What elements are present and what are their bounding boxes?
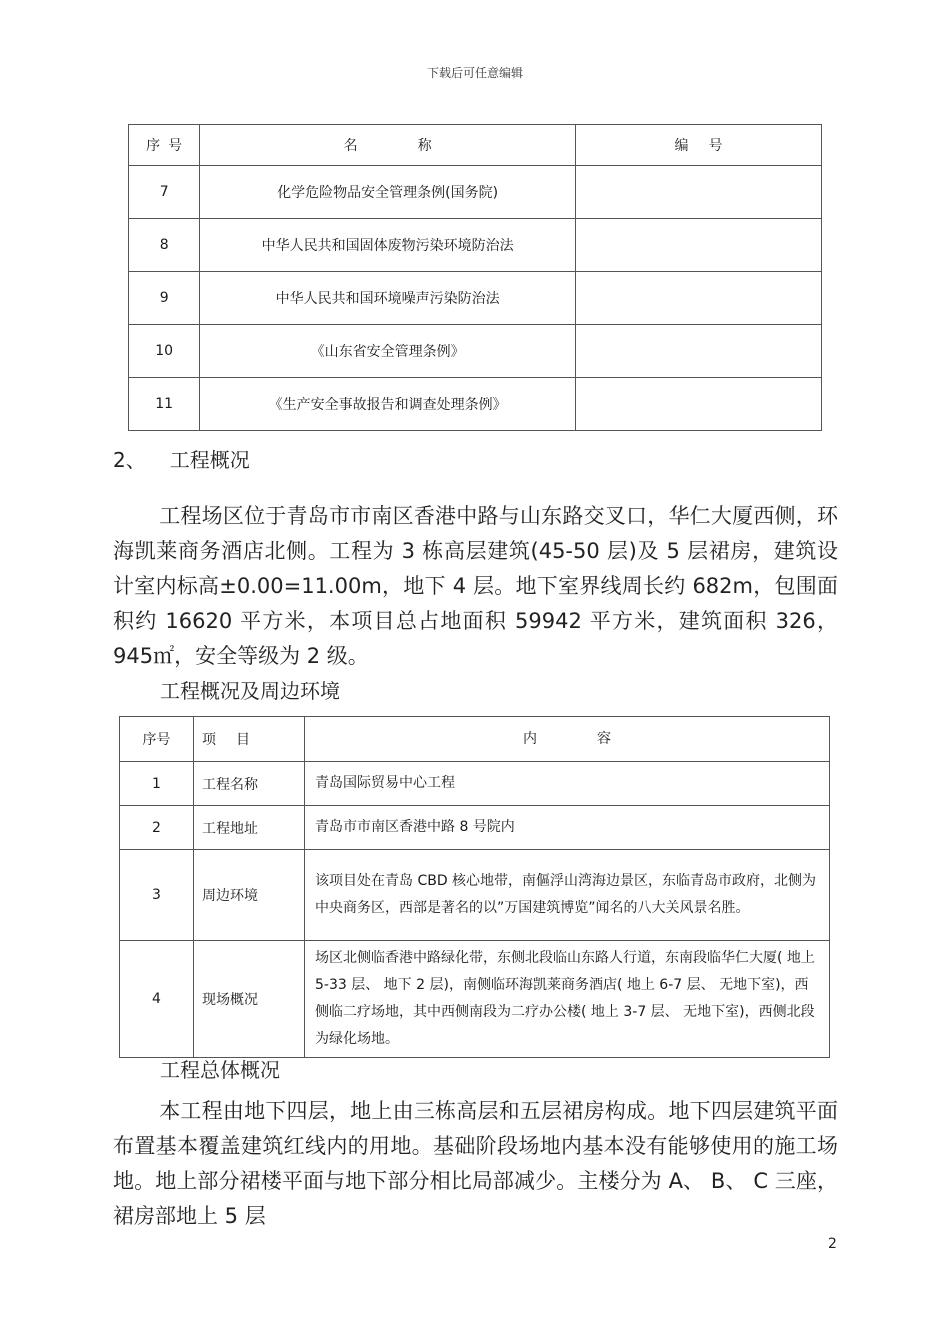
- page-number: 2: [828, 1236, 837, 1252]
- header-content: 内容: [305, 717, 830, 762]
- table-row: 3 周边环境 该项目处在青岛 CBD 核心地带，南傴浮山湾海边景区，东临青岛市政府，北侧为中央商务区，西部是著名的以”万国建筑博览”闻名的八大关风景名胜。: [120, 850, 830, 941]
- overview-table: [119, 716, 830, 1058]
- table-row: 11 《生产安全事故报告和调查处理条例》: [129, 378, 822, 431]
- table-row: 8 中华人民共和国固体废物污染环境防治法: [129, 219, 822, 272]
- table-row: 10 《山东省安全管理条例》: [129, 325, 822, 378]
- header-item: 项目: [194, 717, 305, 762]
- header-index: 序号: [129, 125, 200, 166]
- project-location-paragraph: 工程场区位于青岛市市南区香港中路与山东路交叉口，华仁大厦西侧，环海凯莱商务酒店北侧。工程为 3 栋高层建筑(45-50 层)及 5 层裙房，建筑设计室内标高±0.00=11.00m，地下 4 层。地下室界线周长约 682m，包围面积约 16620 平方米，本项目总占地面积 59942 平方米，建筑面积 326，945㎡，安全等级为 2 级。: [113, 504, 838, 668]
- section-number: 2、: [113, 448, 146, 472]
- table-header-row: [129, 125, 822, 166]
- section-heading: [113, 444, 250, 473]
- header-code: 编号: [575, 125, 821, 166]
- table-row: 4 现场概况 场区北侧临香港中路绿化带，东侧北段临山东路人行道，东南段临华仁大厦( 地上 5-33 层、 地下 2 层)，南侧临环海凯莱商务酒店( 地上 6-7 层、 无地下室)，西侧临二疗场地，其中西侧南段为二疗办公楼( 地上 3-7 层、 无地下室)，西侧北段为绿化场地。: [120, 941, 830, 1058]
- regulations-table: [128, 124, 822, 431]
- table-header-row: [120, 717, 830, 762]
- table-row: 7 化学危险物品安全管理条例(国务院): [129, 166, 822, 219]
- table-row: 2 工程地址 青岛市市南区香港中路 8 号院内: [120, 806, 830, 850]
- general-overview-paragraph: 本工程由地下四层，地上由三栋高层和五层裙房构成。地下四层建筑平面布置基本覆盖建筑红线内的用地。基础阶段场地内基本没有能够使用的施工场地。地上部分裙楼平面与地下部分相比局部减少。主楼分为 A、 B、 C 三座，裙房部地上 5 层: [113, 1099, 838, 1228]
- overview-subheading: 工程概况及周边环境: [160, 679, 340, 703]
- table-row: 1 工程名称 青岛国际贸易中心工程: [120, 762, 830, 806]
- header-note: 下载后可任意编辑: [426, 66, 523, 80]
- general-overview-subheading: 工程总体概况: [160, 1058, 280, 1082]
- header-index: 序号: [120, 717, 194, 762]
- table-row: 9 中华人民共和国环境噪声污染防治法: [129, 272, 822, 325]
- section-title: 工程概况: [169, 448, 250, 472]
- header-name: 名称: [200, 125, 576, 166]
